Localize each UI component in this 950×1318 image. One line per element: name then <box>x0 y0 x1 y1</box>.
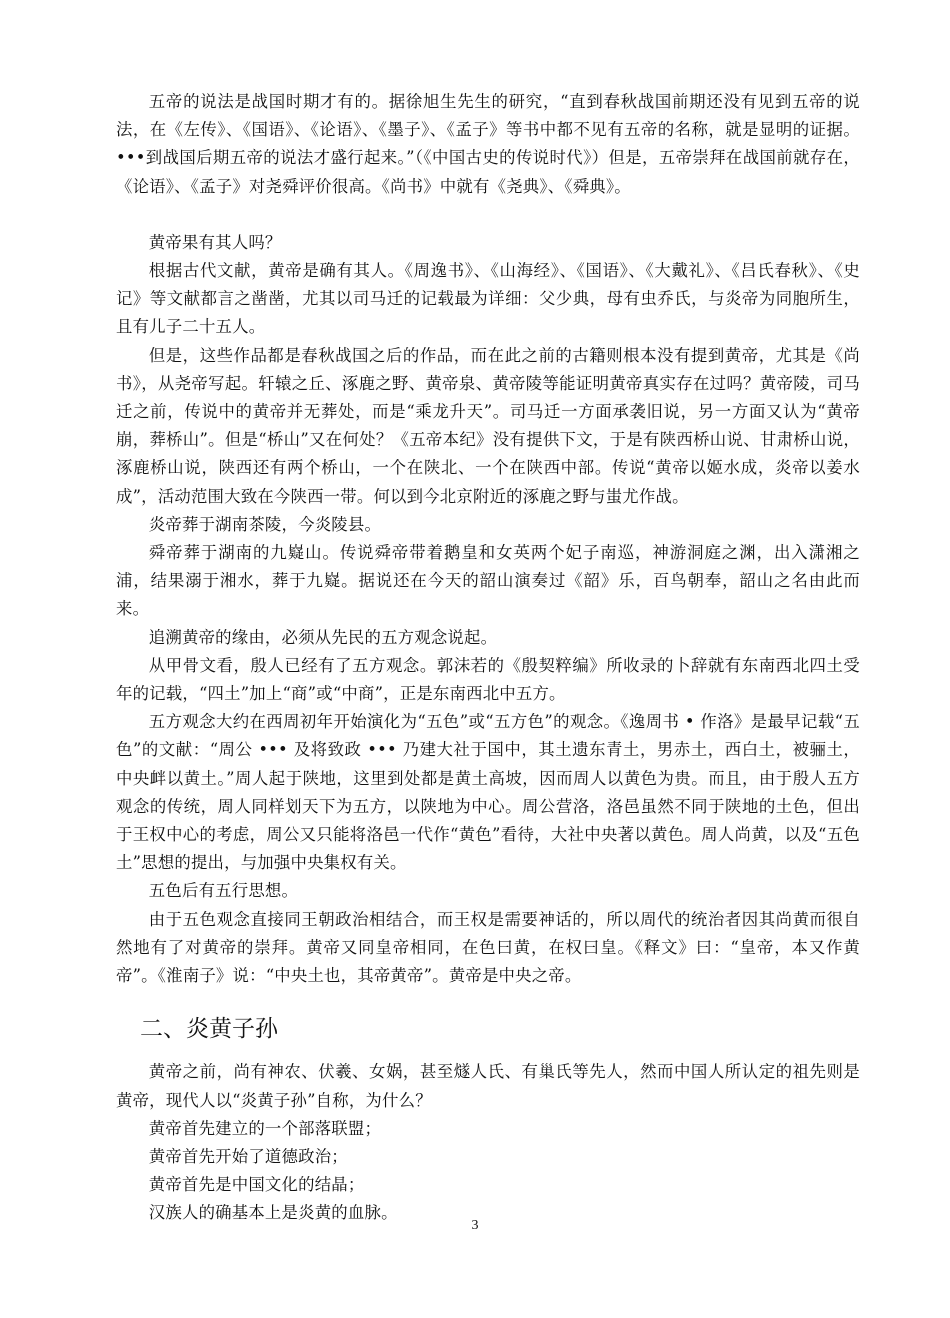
paragraph: 五帝的说法是战国时期才有的。据徐旭生先生的研究，“直到春秋战国前期还没有见到五帝的说法，在《左传》、《国语》、《论语》、《墨子》、《孟子》等书中都不见有五帝的名称，就是显明的证据。•••到战国后期五帝的说法才盛行起来。”（《中国古史的传说时代》）但是，五帝崇拜在战国前就存在，《论语》、《孟子》对尧舜评价很高。《尚书》中就有《尧典》、《舜典》。 <box>116 92 860 196</box>
page-number: 3 <box>471 1218 479 1233</box>
list-item: 黄帝首先开始了道德政治； <box>148 1146 348 1166</box>
paragraph: 舜帝葬于湖南的九嶷山。传说舜帝带着鹅皇和女英两个妃子南巡，神游洞庭之渊，出入潇湘之浦，结果溺于湘水，葬于九嶷。据说还在今天的韶山演奏过《韶》乐，百鸟朝奉，韶山之名由此而来。 <box>116 543 860 619</box>
paragraph: 黄帝之前，尚有神农、伏羲、女娲，甚至燧人氏、有巢氏等先人，然而中国人所认定的祖先则是黄帝，现代人以“炎黄子孙”自称，为什么？ <box>116 1062 860 1110</box>
list-item: 黄帝首先是中国文化的结晶； <box>148 1175 365 1195</box>
paragraph: 从甲骨文看，殷人已经有了五方观念。郭沫若的《殷契粹编》所收录的卜辞就有东南西北四土受年的记载，“四土”加上“商”或“中商”，正是东南西北中五方。 <box>116 655 860 704</box>
paragraph: 五方观念大约在西周初年开始演化为“五色”或“五方色”的观念。《逸周书 • 作洛》是最早记载“五色”的文献：“周公 ••• 及将致政 ••• 乃建大社于国中，其土遗东青土，男赤土，西白土，被骊土，中央衅以黄土。”周人起于陕地，这里到处都是黄土高坡，因而周人以黄色为贵。而且，由于殷人五方观念的传统，周人同样划天下为五方，以陕地为中心。周公营洛，洛邑虽然不同于陕地的土色，但出于王权中心的考虑，周公又只能将洛邑一代作“黄色”看待，大社中央著以黄色。周人尚黄，以及“五色土”思想的提出，与加强中央集权有关。 <box>116 712 860 873</box>
paragraph: 黄帝果有其人吗？ <box>148 232 282 252</box>
paragraph: 追溯黄帝的缘由，必须从先民的五方观念说起。 <box>148 627 498 647</box>
paragraph-spacer <box>116 201 860 229</box>
paragraph: 由于五色观念直接同王朝政治相结合，而王权是需要神话的，所以周代的统治者因其尚黄而很自然地有了对黄帝的崇拜。黄帝又同皇帝相同，在色曰黄，在权曰皇。《释文》曰：“皇帝，本又作黄帝”。《淮南子》说：“中央土也，其帝黄帝”。黄帝是中央之帝。 <box>116 909 860 986</box>
paragraph: 炎帝葬于湖南茶陵，今炎陵县。 <box>148 514 382 534</box>
section-heading: 二、炎黄子孙 <box>140 1016 278 1043</box>
list-item: 黄帝首先建立的一个部落联盟； <box>148 1118 382 1138</box>
paragraph: 但是，这些作品都是春秋战国之后的作品，而在此之前的古籍则根本没有提到黄帝，尤其是《尚书》，从尧帝写起。轩辕之丘、涿鹿之野、黄帝泉、黄帝陵等能证明黄帝真实存在过吗？黄帝陵，司马迁之前，传说中的黄帝并无葬处，而是“乘龙升天”。司马迁一方面承袭旧说，另一方面又认为“黄帝崩，葬桥山”。但是“桥山”又在何处？《五帝本纪》没有提供下文，于是有陕西桥山说、甘肃桥山说，涿鹿桥山说，陕西还有两个桥山，一个在陕北、一个在陕西中部。传说“黄帝以姬水成，炎帝以姜水成”，活动范围大致在今陕西一带。何以到今北京附近的涿鹿之野与蚩尤作战。 <box>116 345 860 506</box>
section-spacer <box>116 990 860 1012</box>
paragraph: 五色后有五行思想。 <box>148 881 299 901</box>
paragraph: 根据古代文献，黄帝是确有其人。《周逸书》、《山海经》、《国语》、《大戴礼》、《吕氏春秋》、《史记》等文献都言之凿凿，尤其以司马迁的记载最为详细：父少典，母有虫乔氏，与炎帝为同胞所生，且有儿子二十五人。 <box>116 261 860 337</box>
page-body <box>116 88 860 1228</box>
list-item: 汉族人的确基本上是炎黄的血脉。 <box>148 1203 398 1223</box>
